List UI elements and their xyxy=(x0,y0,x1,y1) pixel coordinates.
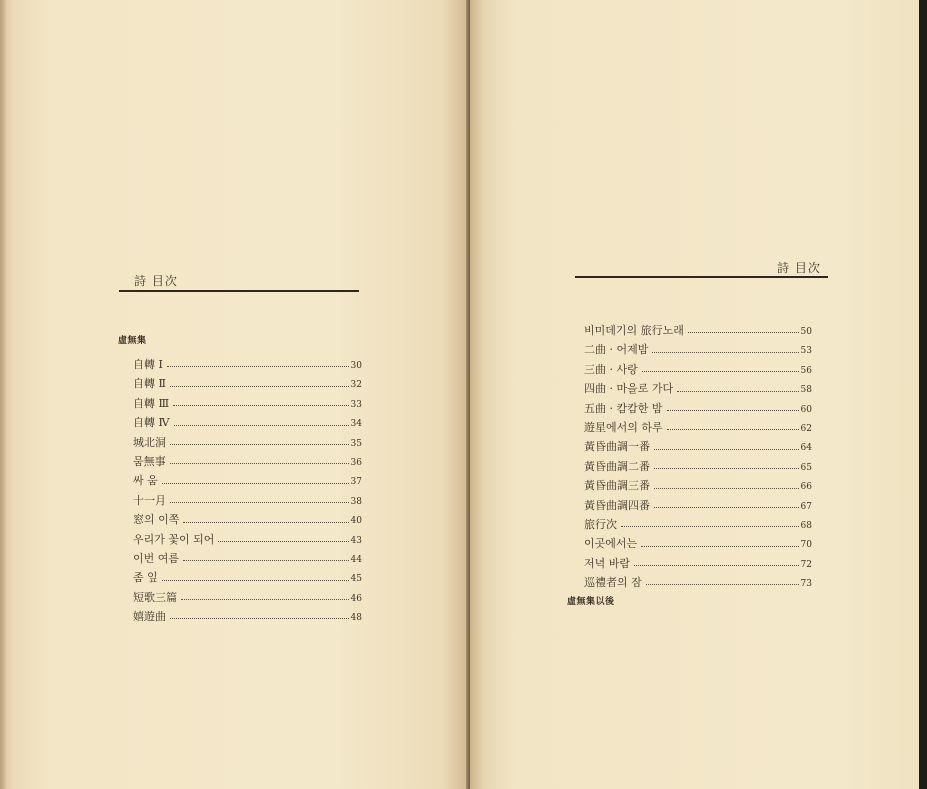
toc-entry xyxy=(584,573,812,592)
toc-entry-page: 44 xyxy=(350,554,362,565)
book-edge xyxy=(919,0,927,789)
dot-leader xyxy=(642,371,799,372)
toc-entry-title: 三曲 · 사랑 xyxy=(584,362,638,376)
toc-entry-page: 34 xyxy=(350,419,362,430)
toc-entry-page: 73 xyxy=(800,579,812,590)
toc-entry xyxy=(133,607,362,626)
dot-leader xyxy=(641,546,799,547)
toc-entry-page: 33 xyxy=(350,399,362,410)
toc-entry xyxy=(133,510,362,529)
dot-leader xyxy=(170,463,349,464)
dot-leader xyxy=(218,541,349,542)
toc-entry-page: 64 xyxy=(800,443,812,454)
dot-leader xyxy=(170,386,349,387)
toc-entry-title: 이번 여름 xyxy=(133,551,180,565)
toc-entry-page: 60 xyxy=(800,404,812,415)
toc-entry-page: 65 xyxy=(800,462,812,473)
toc-entry-title: 黃昏曲調一番 xyxy=(584,440,650,454)
dot-leader xyxy=(646,584,799,585)
dot-leader xyxy=(688,332,799,333)
dot-leader xyxy=(677,391,799,392)
toc-entry-page: 70 xyxy=(800,540,812,551)
toc-entry-title: 四曲 · 마을로 가다 xyxy=(584,382,674,396)
dot-leader xyxy=(667,429,799,430)
toc-entry xyxy=(133,452,362,471)
toc-entry-title: 黃昏曲調二番 xyxy=(584,459,650,473)
right-page xyxy=(470,0,919,789)
page-header: 詩 目次 xyxy=(777,261,821,275)
toc-entry-page: 43 xyxy=(350,535,362,546)
toc-entry-page: 35 xyxy=(350,438,362,449)
toc-entry-page: 66 xyxy=(800,482,812,493)
toc-entry-page: 68 xyxy=(800,520,812,531)
page-edge xyxy=(0,0,6,789)
dot-leader xyxy=(167,366,349,367)
toc-entry-page: 50 xyxy=(800,327,812,337)
toc-entry-title: 自轉 Ⅲ xyxy=(133,396,170,410)
toc-entry xyxy=(584,496,812,515)
toc-entry-title: 十一月 xyxy=(133,493,166,507)
toc-entry xyxy=(584,399,812,418)
toc-entry-page: 37 xyxy=(350,477,362,488)
toc-entry-page: 56 xyxy=(800,365,812,376)
toc-list-right xyxy=(584,321,812,592)
toc-entry xyxy=(133,588,362,607)
toc-entry xyxy=(133,568,362,587)
toc-entry-page: 62 xyxy=(800,423,812,434)
toc-entry xyxy=(584,476,812,495)
toc-entry-page: 53 xyxy=(800,346,812,357)
toc-entry xyxy=(133,491,362,510)
toc-entry-title: 遊星에서의 하루 xyxy=(584,420,663,434)
toc-entry xyxy=(133,374,362,393)
dot-leader xyxy=(181,599,349,600)
toc-entry-title: 短歌三篇 xyxy=(133,590,177,604)
toc-entry xyxy=(584,554,812,573)
dot-leader xyxy=(162,580,349,581)
toc-entry-title: 二曲 · 어제밤 xyxy=(584,343,649,357)
toc-entry-title: 저녁 바람 xyxy=(584,556,631,570)
toc-entry-title: 黃昏曲調三番 xyxy=(584,479,650,493)
dot-leader xyxy=(170,444,349,445)
dot-leader xyxy=(654,507,799,508)
toc-entry xyxy=(584,534,812,553)
toc-entry-page: 32 xyxy=(350,380,362,391)
toc-entry-page: 40 xyxy=(350,516,362,527)
toc-entry-title: 嬉遊曲 xyxy=(133,610,166,624)
toc-entry-title: 巡禮者의 잠 xyxy=(584,576,642,590)
toc-entry xyxy=(584,418,812,437)
toc-entry-page: 48 xyxy=(350,613,362,624)
dot-leader xyxy=(183,560,349,561)
dot-leader xyxy=(162,483,349,484)
toc-entry xyxy=(584,360,812,379)
toc-entry-title: 自轉 Ⅳ xyxy=(133,416,170,430)
toc-entry-title: 旅行次 xyxy=(584,517,617,531)
section-title: 虛無集 xyxy=(118,336,147,346)
toc-entry xyxy=(133,471,362,490)
header-rule xyxy=(119,290,359,292)
toc-entry xyxy=(584,321,812,340)
toc-entry-title: 뭄無事 xyxy=(133,454,166,468)
toc-entry xyxy=(133,355,362,374)
toc-entry-title: 窓의 이쪽 xyxy=(133,513,180,527)
toc-entry xyxy=(584,379,812,398)
page-header: 詩 目次 xyxy=(134,274,178,288)
dot-leader xyxy=(174,425,350,426)
dot-leader xyxy=(173,405,349,406)
toc-entry-page: 67 xyxy=(800,501,812,512)
toc-entry-page: 30 xyxy=(350,361,362,371)
toc-entry xyxy=(584,457,812,476)
toc-entry-title: 이곳에서는 xyxy=(584,537,638,551)
toc-entry-title: 싸 움 xyxy=(133,474,158,488)
toc-entry-page: 72 xyxy=(800,559,812,570)
dot-leader xyxy=(621,526,799,527)
dot-leader xyxy=(654,488,799,489)
dot-leader xyxy=(170,502,349,503)
toc-entry xyxy=(133,394,362,413)
toc-entry-title: 좀 잎 xyxy=(133,571,158,585)
header-rule xyxy=(575,276,828,278)
toc-entry-title: 自轉 Ⅰ xyxy=(133,358,163,371)
toc-entry xyxy=(133,530,362,549)
toc-list-left xyxy=(133,355,362,626)
toc-entry xyxy=(133,549,362,568)
dot-leader xyxy=(634,565,799,566)
toc-entry-title: 五曲 · 캄캄한 밤 xyxy=(584,401,663,415)
toc-entry-title: 黃昏曲調四番 xyxy=(584,498,650,512)
toc-entry-title: 비미데기의 旅行노래 xyxy=(584,324,684,337)
dot-leader xyxy=(652,352,799,353)
toc-entry-page: 45 xyxy=(350,574,362,585)
toc-entry xyxy=(584,437,812,456)
toc-entry-title: 城北洞 xyxy=(133,435,166,449)
toc-entry xyxy=(133,413,362,432)
dot-leader xyxy=(654,449,799,450)
toc-entry-title: 우리가 꽃이 되어 xyxy=(133,532,215,546)
dot-leader xyxy=(654,468,799,469)
dot-leader xyxy=(183,522,349,523)
toc-entry xyxy=(584,515,812,534)
dot-leader xyxy=(667,410,800,411)
toc-entry-page: 38 xyxy=(350,496,362,507)
dot-leader xyxy=(170,618,349,619)
toc-entry xyxy=(584,340,812,359)
toc-entry-page: 58 xyxy=(800,385,812,396)
toc-entry xyxy=(133,433,362,452)
toc-entry-page: 46 xyxy=(350,593,362,604)
toc-entry-title: 自轉 Ⅱ xyxy=(133,377,166,391)
section-title: 虛無集以後 xyxy=(567,597,615,607)
toc-entry-page: 36 xyxy=(350,457,362,468)
